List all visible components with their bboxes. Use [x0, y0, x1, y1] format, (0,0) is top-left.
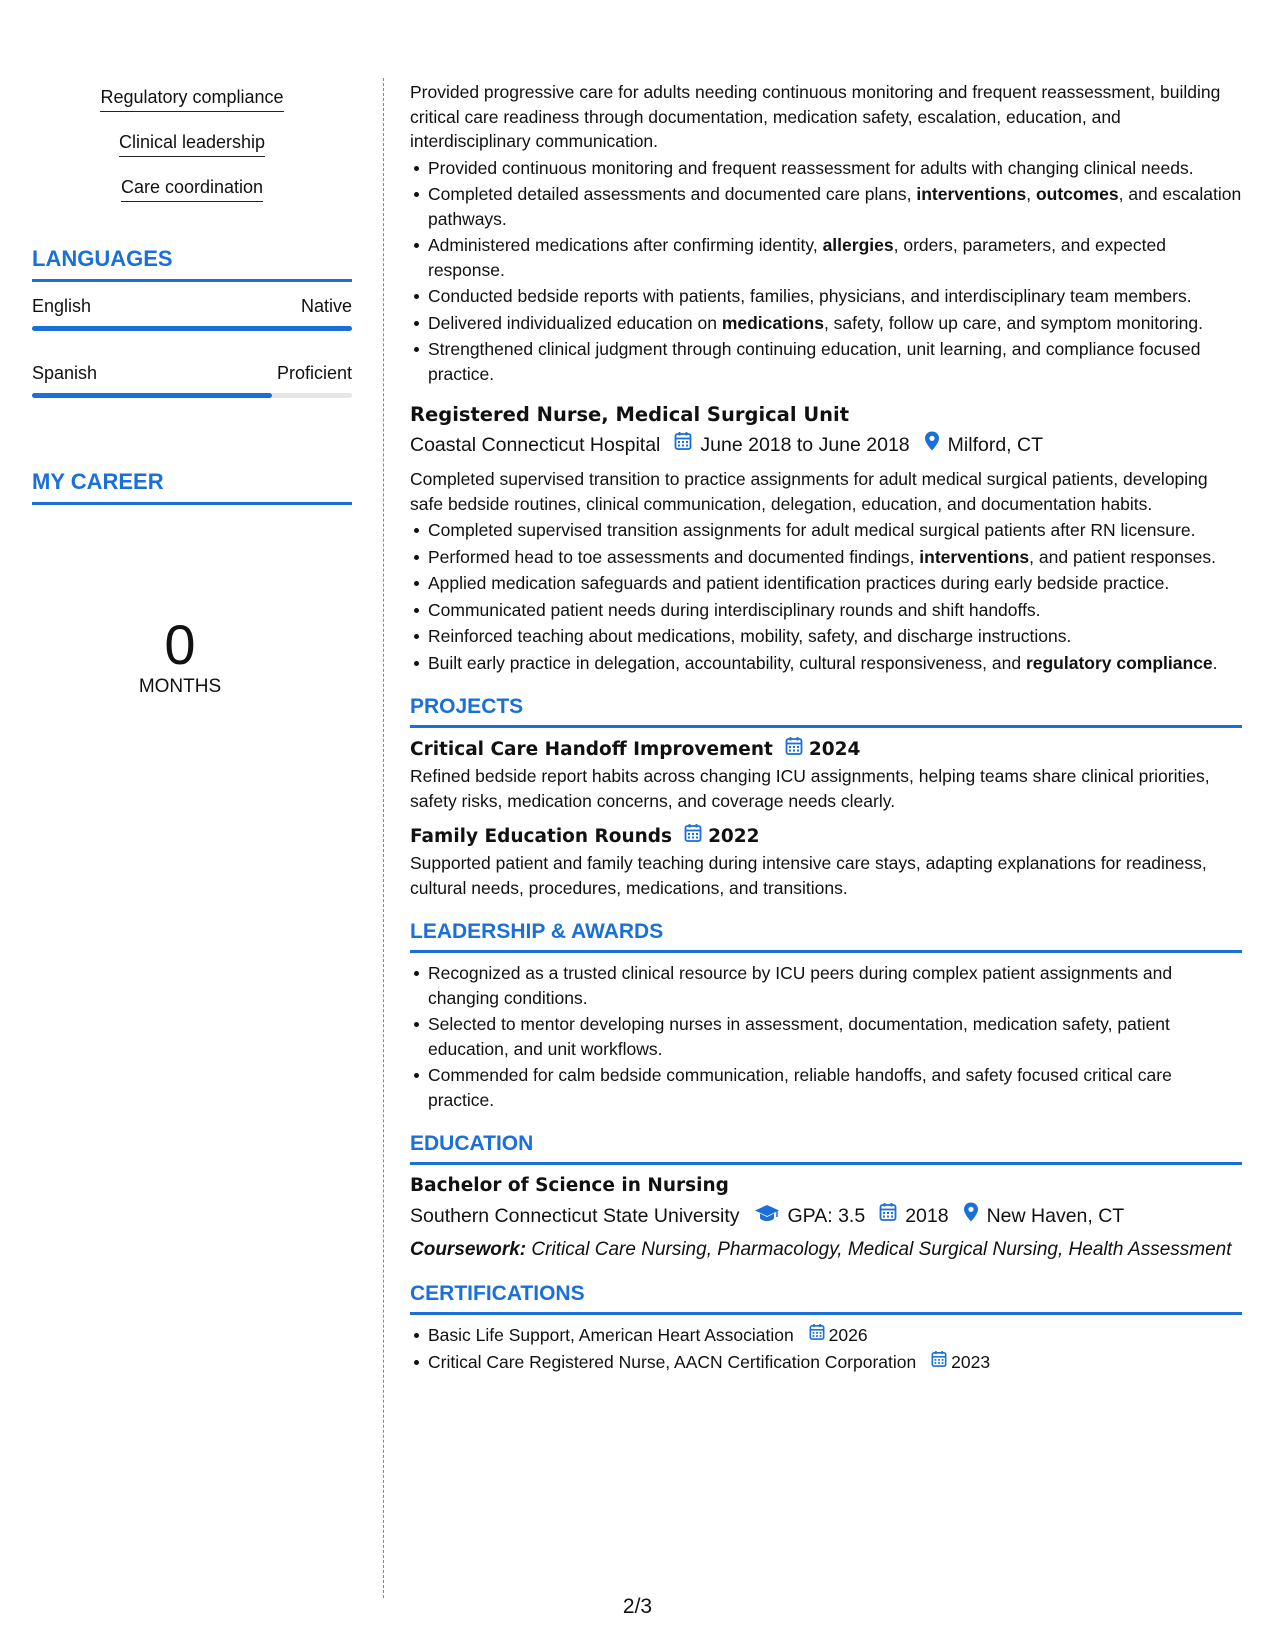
- calendar-icon: [785, 736, 803, 764]
- leadership-heading: LEADERSHIP & AWARDS: [410, 918, 1242, 953]
- project-title: Family Education Rounds: [410, 826, 673, 847]
- project-year: 2022: [708, 826, 760, 847]
- project-item: [410, 823, 1242, 900]
- location-pin-icon: [963, 1202, 979, 1230]
- languages-heading: LANGUAGES: [32, 245, 352, 282]
- certifications-list: [410, 1323, 1242, 1374]
- school-location: New Haven, CT: [986, 1205, 1125, 1227]
- career-heading: MY CAREER: [32, 468, 352, 505]
- graduation-cap-icon: [754, 1202, 780, 1230]
- list-item: Completed supervised transition assignments for adult medical surgical patients after RN licensure.: [428, 518, 1242, 543]
- language-bar: [32, 326, 352, 331]
- list-item: Reinforced teaching about medications, mobility, safety, and discharge instructions.: [428, 624, 1242, 649]
- calendar-icon: [931, 1350, 947, 1375]
- list-item: Applied medication safeguards and patient identification practices during early bedside practice.: [428, 571, 1242, 596]
- school-name: Southern Connecticut State University: [410, 1205, 740, 1227]
- cert-year: 2023: [951, 1351, 991, 1372]
- calendar-icon: [879, 1202, 897, 1230]
- coursework-label: Coursework:: [410, 1239, 527, 1260]
- job-bullets: [410, 156, 1242, 387]
- career-value: 0: [164, 613, 196, 676]
- job-summary: Provided progressive care for adults needing continuous monitoring and frequent reassessment, building critical care readiness through documentation, medication safety, escalation, education, and interdisciplinary communication.: [410, 82, 1221, 151]
- list-item: Strengthened clinical judgment through continuing education, unit learning, and compliance focused practice.: [428, 337, 1242, 386]
- language-bar-fill: [32, 326, 352, 331]
- list-item: Selected to mentor developing nurses in assessment, documentation, medication safety, patient education, and unit workflows.: [428, 1012, 1242, 1061]
- language-name: English: [32, 296, 92, 316]
- language-bar: [32, 393, 352, 398]
- list-item: [428, 1350, 1242, 1375]
- calendar-icon: [684, 823, 702, 851]
- language-level: Proficient: [276, 363, 352, 383]
- projects-heading: PROJECTS: [410, 693, 1242, 728]
- language-name: Spanish: [32, 363, 98, 383]
- skill-tags: [32, 78, 352, 213]
- language-bar-fill: [32, 393, 272, 398]
- job-summary: Completed supervised transition to practice assignments for adult medical surgical patients, developing safe bedside routines, clinical communication, delegation, education, and documentation habits.: [410, 469, 1208, 514]
- employer: Coastal Connecticut Hospital: [410, 434, 661, 456]
- job-meta: [410, 431, 1242, 459]
- list-item: Performed head to toe assessments and documented findings, interventions, and patient responses.: [428, 545, 1242, 570]
- certifications-heading: CERTIFICATIONS: [410, 1280, 1242, 1315]
- list-item: [428, 1323, 1242, 1348]
- sidebar: [32, 78, 352, 699]
- job-title: Registered Nurse, Medical Surgical Unit: [410, 403, 850, 426]
- project-title: Critical Care Handoff Improvement: [410, 739, 773, 760]
- job-dates: June 2018 to June 2018: [700, 434, 910, 456]
- skill-tag: Care coordination: [121, 176, 263, 202]
- project-item: [410, 736, 1242, 813]
- main-content: [410, 80, 1242, 1376]
- language-item: [32, 294, 352, 331]
- language-level: Native: [300, 296, 352, 316]
- cert-name: Basic Life Support, American Heart Association: [428, 1325, 794, 1345]
- education-meta: [410, 1202, 1242, 1230]
- cert-year: 2026: [828, 1325, 868, 1345]
- coursework: [410, 1238, 1242, 1262]
- career-unit: MONTHS: [138, 676, 222, 697]
- graduation-year: 2018: [905, 1205, 949, 1227]
- skill-tag: Clinical leadership: [119, 131, 265, 157]
- list-item: Recognized as a trusted clinical resource by ICU peers during complex patient assignments and changing conditions.: [428, 961, 1242, 1010]
- column-divider: [383, 78, 384, 1598]
- job-location: Milford, CT: [947, 434, 1043, 456]
- page-number: 2/3: [622, 1595, 653, 1618]
- list-item: Provided continuous monitoring and frequent reassessment for adults with changing clinical needs.: [428, 156, 1242, 181]
- language-item: [32, 361, 352, 398]
- location-pin-icon: [924, 431, 940, 459]
- list-item: Communicated patient needs during interdisciplinary rounds and shift handoffs.: [428, 598, 1242, 623]
- list-item: Commended for calm bedside communication, reliable handoffs, and safety focused critical care practice.: [428, 1063, 1242, 1112]
- education-heading: EDUCATION: [410, 1130, 1242, 1165]
- job-bullets: [410, 518, 1242, 675]
- list-item: Administered medications after confirming identity, allergies, orders, parameters, and expected response.: [428, 233, 1242, 282]
- list-item: Built early practice in delegation, accountability, cultural responsiveness, and regulatory compliance.: [428, 651, 1242, 676]
- leadership-list: [410, 961, 1242, 1112]
- project-desc: Refined bedside report habits across changing ICU assignments, helping teams share clinical priorities, safety risks, medication concerns, and coverage needs clearly.: [410, 766, 1210, 811]
- gpa: GPA: 3.5: [787, 1205, 866, 1227]
- list-item: Conducted bedside reports with patients, families, physicians, and interdisciplinary team members.: [428, 284, 1242, 309]
- coursework-list: Critical Care Nursing, Pharmacology, Medical Surgical Nursing, Health Assessment: [531, 1239, 1232, 1260]
- skill-tag: Regulatory compliance: [100, 86, 283, 112]
- list-item: Delivered individualized education on medications, safety, follow up care, and symptom monitoring.: [428, 311, 1242, 336]
- calendar-icon: [809, 1323, 825, 1348]
- calendar-icon: [674, 431, 692, 459]
- cert-name: Critical Care Registered Nurse, AACN Certification Corporation: [428, 1351, 917, 1372]
- project-year: 2024: [808, 739, 861, 760]
- career-counter: [32, 615, 328, 699]
- degree-title: Bachelor of Science in Nursing: [410, 1175, 729, 1196]
- list-item: Completed detailed assessments and documented care plans, interventions, outcomes, and escalation pathways.: [428, 182, 1242, 231]
- project-desc: Supported patient and family teaching during intensive care stays, adapting explanations for readiness, cultural needs, procedures, medications, and transitions.: [410, 853, 1207, 898]
